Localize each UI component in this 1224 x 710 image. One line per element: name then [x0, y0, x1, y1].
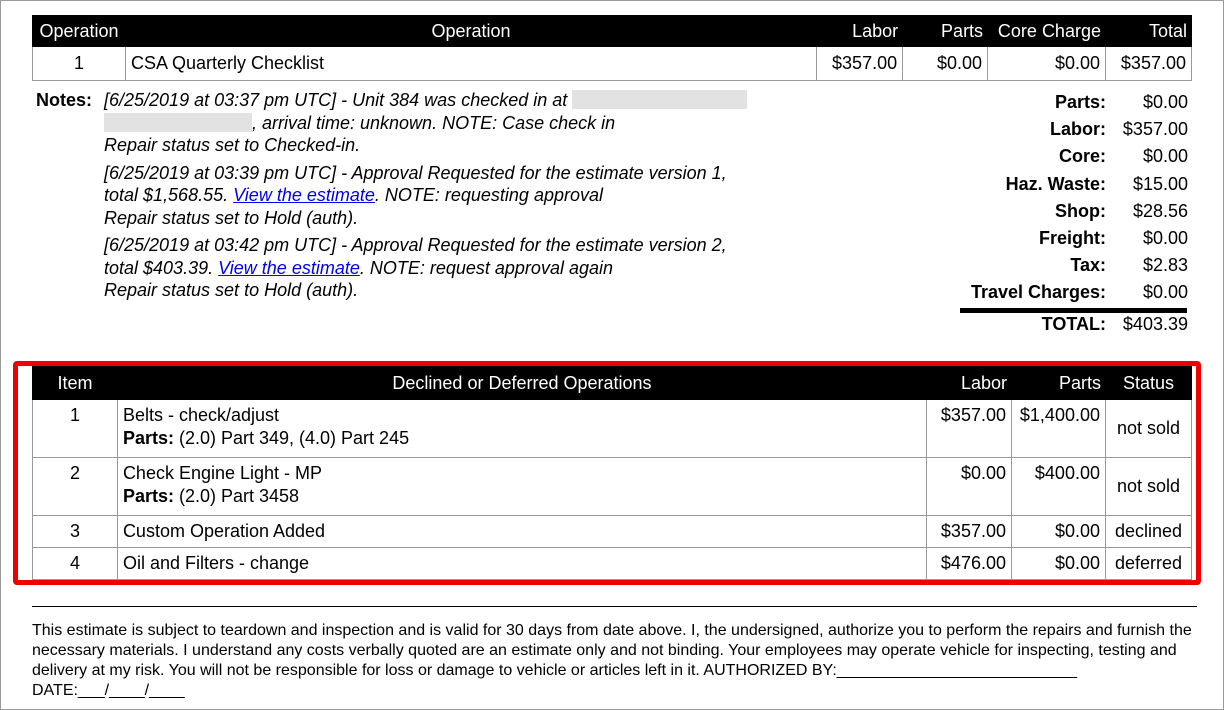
totals-row-tax — [888, 252, 1188, 279]
totals-value: $28.56 — [1132, 200, 1188, 221]
totals-label: Tax: — [1070, 255, 1106, 276]
totals-row-haz-waste — [888, 171, 1188, 198]
col-header-labor: Labor — [927, 367, 1012, 400]
totals-label: Travel Charges: — [970, 282, 1106, 303]
totals-row-core — [888, 143, 1188, 170]
notes-section — [104, 89, 784, 307]
note-text: , arrival time: unknown. NOTE: Case check in — [252, 112, 616, 133]
operation-total: $357.00 — [1105, 47, 1191, 81]
item-number: 4 — [33, 548, 118, 580]
col-header-status: Status — [1105, 367, 1191, 400]
totals-label: Parts: — [1054, 92, 1106, 113]
declined-operation-name: Custom Operation Added — [117, 516, 926, 548]
note-status: Repair status set to Checked-in. — [104, 135, 361, 155]
terms-footer — [32, 621, 1192, 701]
grand-total-label: TOTAL: — [1041, 313, 1106, 334]
col-header-operation-number: Operation — [33, 16, 126, 47]
declined-status: declined — [1105, 516, 1191, 548]
totals-value: $0.00 — [1142, 228, 1188, 249]
totals-label: Haz. Waste: — [1005, 173, 1106, 194]
footer-divider — [32, 606, 1197, 607]
notes-label: Notes: — [36, 90, 93, 110]
declined-status: not sold — [1105, 458, 1191, 516]
declined-labor: $357.00 — [927, 400, 1012, 458]
totals-value: $0.00 — [1142, 92, 1188, 113]
totals-value: $0.00 — [1142, 282, 1188, 303]
table-row — [33, 458, 1192, 516]
totals-row-freight — [888, 225, 1188, 252]
declined-header-row — [33, 367, 1192, 400]
totals-row-parts — [888, 89, 1188, 116]
totals-label: Freight: — [1039, 228, 1106, 249]
totals-label: Labor: — [1050, 119, 1106, 140]
declined-labor: $476.00 — [927, 548, 1012, 580]
operation-number: 1 — [33, 47, 126, 81]
declined-status: not sold — [1105, 400, 1191, 458]
operation-name: CSA Quarterly Checklist — [125, 47, 816, 81]
operations-table — [32, 15, 1192, 81]
declined-labor: $0.00 — [927, 458, 1012, 516]
note-status: Repair status set to Hold (auth). — [104, 280, 359, 300]
declined-operation-name: Oil and Filters - change — [117, 548, 926, 580]
totals-value: $357.00 — [1122, 119, 1188, 140]
declined-operation-name: Belts - check/adjust — [122, 405, 280, 425]
totals-row-travel — [888, 279, 1188, 306]
declined-parts: $0.00 — [1012, 548, 1106, 580]
table-row — [33, 548, 1192, 580]
view-estimate-link[interactable]: View the estimate — [233, 185, 375, 205]
declined-operation-name: Check Engine Light - MP — [122, 463, 323, 483]
note-text: . NOTE: request approval again — [359, 257, 613, 278]
note-text: [6/25/2019 at 03:37 pm UTC] - Unit 384 was checked in at — [104, 90, 573, 110]
parts-detail: (2.0) Part 3458 — [173, 486, 300, 506]
note-text: [6/25/2019 at 03:39 pm UTC] - Approval Requested for the estimate version 1, — [104, 162, 727, 183]
declined-operation-cell — [117, 458, 926, 516]
totals-value: $0.00 — [1142, 146, 1188, 167]
totals-summary — [888, 89, 1188, 307]
item-number: 2 — [33, 458, 118, 516]
totals-value: $2.83 — [1142, 255, 1188, 276]
col-header-parts: Parts — [903, 16, 988, 47]
note-text: total $403.39. — [104, 257, 214, 278]
note-entry — [104, 234, 784, 302]
table-row — [33, 400, 1192, 458]
note-text: total $1,568.55. — [104, 185, 229, 205]
declined-status: deferred — [1105, 548, 1191, 580]
redacted-block — [572, 90, 747, 109]
col-header-parts: Parts — [1012, 367, 1106, 400]
col-header-operation: Operation — [125, 16, 816, 47]
totals-row-shop — [888, 198, 1188, 225]
declined-parts: $400.00 — [1012, 458, 1106, 516]
note-entry — [104, 89, 784, 157]
redacted-block — [104, 113, 252, 132]
declined-labor: $357.00 — [927, 516, 1012, 548]
item-number: 1 — [33, 400, 118, 458]
table-row — [33, 47, 1192, 81]
note-entry — [104, 162, 784, 230]
totals-label: Shop: — [1055, 200, 1106, 221]
note-text: [6/25/2019 at 03:42 pm UTC] - Approval Requested for the estimate version 2, — [104, 235, 727, 255]
operations-header-row — [33, 16, 1192, 47]
operation-core: $0.00 — [988, 47, 1106, 81]
parts-label: Parts: — [122, 486, 174, 506]
col-header-labor: Labor — [817, 16, 903, 47]
terms-text: This estimate is subject to teardown and inspection and is valid for 30 days from date above. I, the undersigned, authorize you to perform the repairs and furnish the necessary materials. I understand any costs verbally quoted are an estimate only and not binding. Your employees may operate vehicle for inspecting, testing and delivery at my risk. You will not be responsible for loss or damage to vehicle or articles left in it. AUTHORIZED BY:___________________________ — [32, 622, 1192, 679]
grand-total-value: $403.39 — [1122, 313, 1188, 334]
declined-operation-cell — [117, 400, 926, 458]
note-text: . NOTE: requesting approval — [374, 185, 603, 205]
col-header-declined-operations: Declined or Deferred Operations — [117, 367, 926, 400]
item-number: 3 — [33, 516, 118, 548]
totals-row-labor — [888, 116, 1188, 143]
operation-labor: $357.00 — [817, 47, 903, 81]
totals-label: Core: — [1058, 146, 1106, 167]
col-header-item: Item — [33, 367, 118, 400]
parts-detail: (2.0) Part 349, (4.0) Part 245 — [173, 428, 410, 448]
totals-value: $15.00 — [1132, 173, 1188, 194]
col-header-total: Total — [1105, 16, 1191, 47]
declined-parts: $1,400.00 — [1012, 400, 1106, 458]
operation-parts: $0.00 — [903, 47, 988, 81]
view-estimate-link[interactable]: View the estimate — [218, 257, 360, 278]
col-header-core-charge: Core Charge — [988, 16, 1106, 47]
table-row — [33, 516, 1192, 548]
declined-parts: $0.00 — [1012, 516, 1106, 548]
date-line: DATE:___/____/____ — [32, 682, 185, 699]
note-status: Repair status set to Hold (auth). — [104, 207, 359, 228]
parts-label: Parts: — [122, 428, 174, 448]
grand-total-row — [1042, 313, 1188, 335]
declined-operations-table — [32, 366, 1192, 580]
